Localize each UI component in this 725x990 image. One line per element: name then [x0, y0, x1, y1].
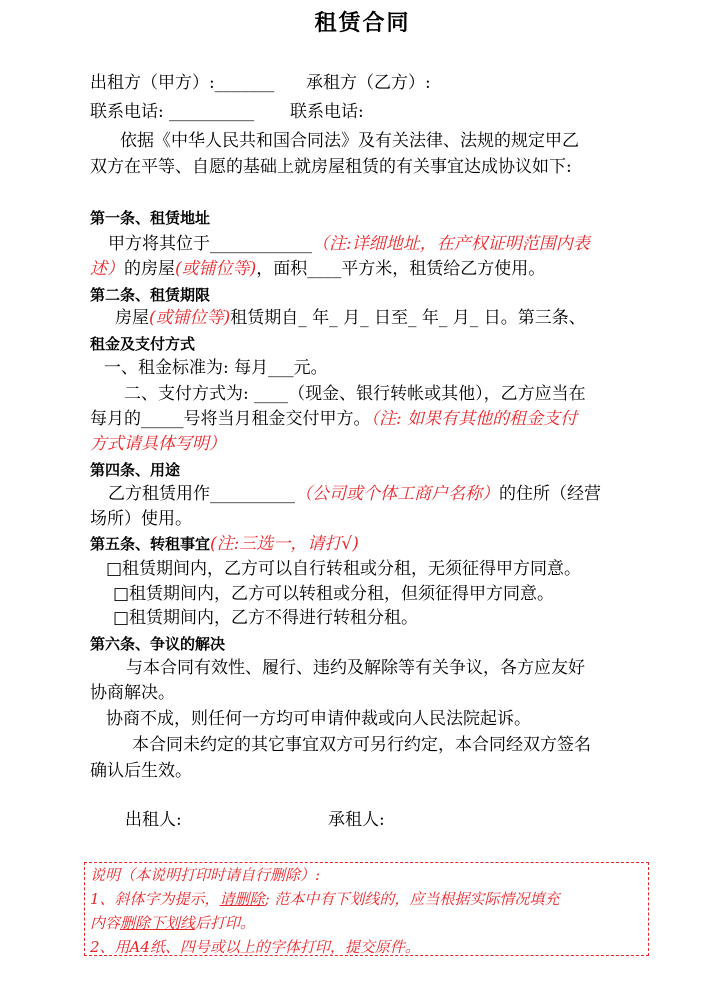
- lessor-signature-label: 出租人:: [125, 810, 182, 830]
- article-2-hint: (或铺位等): [149, 308, 231, 328]
- article-4-line-2: 场所）使用。: [90, 509, 192, 529]
- lessee-signature-label: 承租人:: [328, 810, 385, 830]
- instructions-line-3: 2、用A4纸、四号或以上的字体打印，提交原件。: [90, 938, 420, 956]
- article-5-heading-line: [90, 532, 359, 556]
- article-2-heading: 第二条、租赁期限: [90, 286, 211, 304]
- article-6-line-3: 协商不成，则任何一方均可申请仲裁或向人民法院起诉。: [106, 709, 531, 729]
- article-5-option-1[interactable]: □租赁期间内，乙方可以自行转租或分租，无须征得甲方同意。: [106, 559, 582, 579]
- article-1-hint: （注:详细地址，在产权证明范围内表: [312, 234, 590, 254]
- article-4-line-1: [108, 482, 601, 506]
- instructions-line-1: [90, 887, 559, 912]
- article-1-text-3: ，面积____平方米，租赁给乙方使用。: [256, 259, 546, 279]
- article-6-line-1: 与本合同有效性、履行、违约及解除等有关争议，各方应友好: [126, 658, 585, 678]
- article-6-line-2: 协商解决。: [90, 683, 175, 703]
- instructions-text-3: 内容: [90, 914, 121, 932]
- lessor-label: 出租方（甲方）:_______: [90, 73, 275, 93]
- article-3-hint: （注: 如果有其他的租金支付: [370, 409, 578, 429]
- article-6-line-4: 本合同未约定的其它事宜双方可另行约定，本合同经双方签名: [132, 735, 591, 755]
- lessor-phone: 联系电话: __________: [90, 102, 255, 122]
- intro-line-2: 双方在平等、自愿的基础上就房屋租赁的有关事宜达成协议如下:: [90, 157, 572, 177]
- lessee-label: 承租方（乙方）:: [306, 73, 431, 93]
- article-2-line-1: [115, 306, 586, 330]
- article-1-text-2: 的房屋: [124, 259, 175, 279]
- document-title: 租赁合同: [314, 11, 411, 36]
- article-3-heading: 租金及支付方式: [90, 335, 196, 353]
- article-3-item-2-line-2: [90, 407, 577, 431]
- article-4-text: 乙方租赁用作__________: [108, 484, 295, 504]
- instructions-title: 说明（本说明打印时请自行删除）:: [90, 866, 321, 884]
- instructions-line-2: [90, 911, 255, 936]
- article-4-text-2: 的住所（经营: [499, 484, 601, 504]
- article-3-item-2-line-1: 二、支付方式为: ____（现金、银行转帐或其他），乙方应当在: [124, 384, 586, 404]
- instructions-box: [84, 862, 649, 956]
- article-2-text: 房屋: [115, 308, 149, 328]
- instructions-underlined-2: 删除下划线: [120, 914, 196, 932]
- instructions-text-4: 后打印。: [195, 914, 256, 932]
- lessee-phone: 联系电话:: [290, 102, 364, 122]
- article-5-option-3[interactable]: □租赁期间内，乙方不得进行转租分租。: [113, 608, 419, 628]
- article-5-heading: 第五条、转租事宜: [90, 535, 211, 553]
- article-2-text-2: 租赁期自_ 年_ 月_ 日至_ 年_ 月_ 日。第三条、: [230, 308, 586, 328]
- article-3-text: 每月的_____号将当月租金交付甲方。: [90, 409, 371, 429]
- article-1-line-1: [108, 232, 590, 256]
- article-5-option-2[interactable]: □租赁期间内，乙方可以转租或分租，但须征得甲方同意。: [113, 584, 555, 604]
- article-1-hint-end: 述）: [90, 259, 124, 279]
- article-5-hint: (注:三选一，请打√): [210, 534, 359, 554]
- instructions-underlined: 请删除: [219, 890, 265, 908]
- instructions-text: 1、斜体字为提示，: [90, 890, 220, 908]
- article-1-text: 甲方将其位于____________: [108, 234, 312, 254]
- article-1-hint-2: (或铺位等): [175, 259, 257, 279]
- article-1-line-2: [90, 257, 545, 281]
- article-6-line-5: 确认后生效。: [90, 761, 192, 781]
- instructions-text-2: ; 范本中有下划线的，应当根据实际情况填充: [264, 890, 560, 908]
- article-6-heading: 第六条、争议的解决: [90, 635, 226, 653]
- article-4-heading: 第四条、用途: [90, 461, 181, 479]
- article-3-item-1: 一、租金标准为: 每月___元。: [104, 358, 328, 378]
- article-4-hint: （公司或个体工商户名称）: [295, 484, 499, 504]
- intro-line-1: 依据《中华人民共和国合同法》及有关法律、法规的规定甲乙: [120, 131, 579, 151]
- article-3-hint-end: 方式请具体写明）: [90, 434, 226, 454]
- article-1-heading: 第一条、租赁地址: [90, 209, 211, 227]
